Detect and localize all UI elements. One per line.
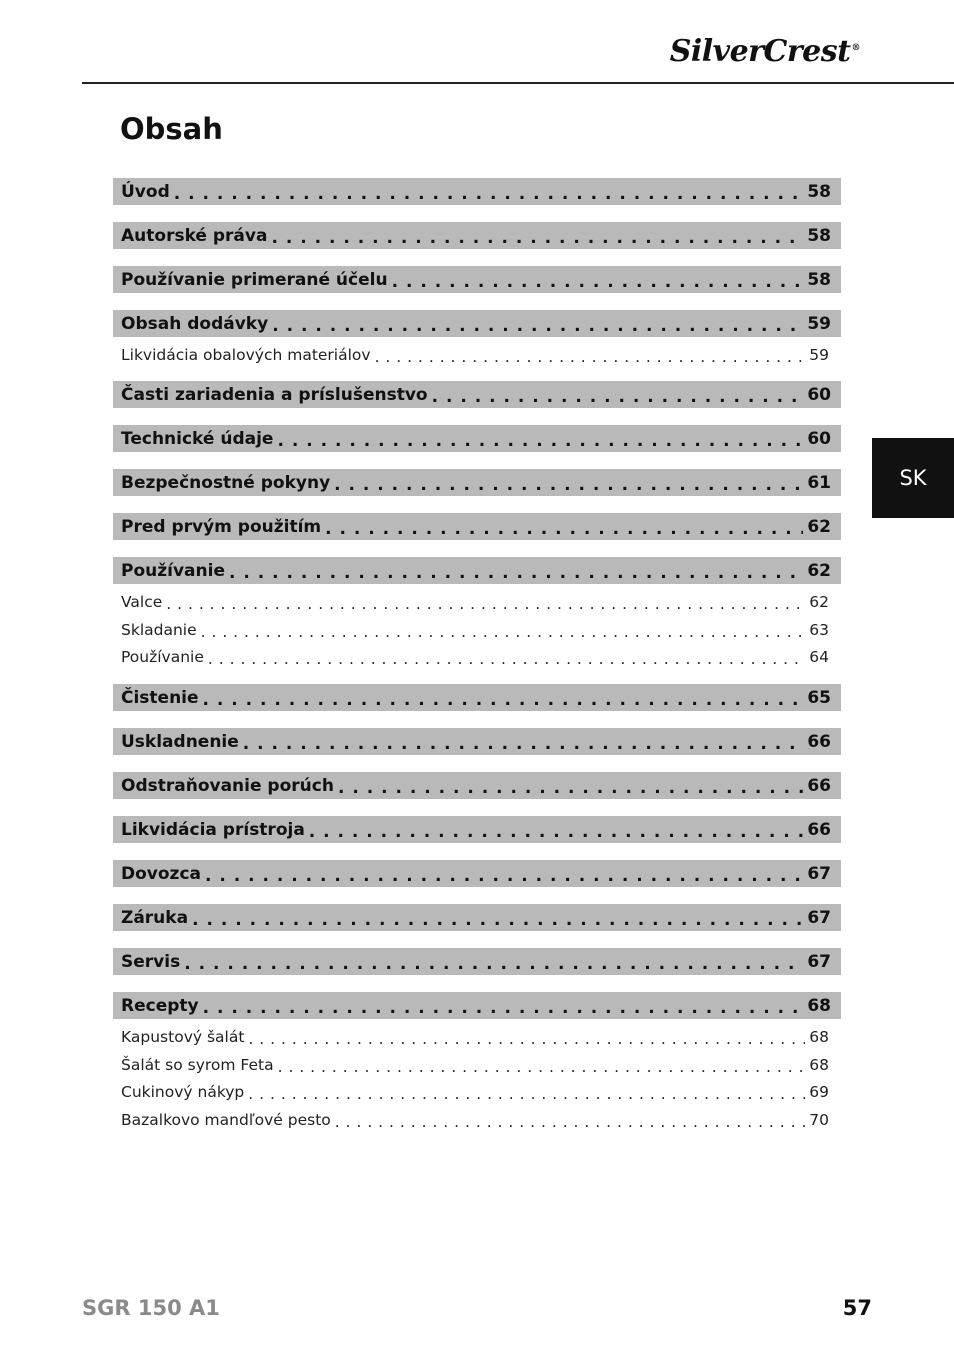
toc-entry-label: Obsah dodávky (121, 313, 269, 334)
toc-subsection-entry[interactable] (113, 1053, 841, 1077)
toc-entry-page: 68 (809, 1028, 829, 1046)
toc-dot-leader (205, 866, 803, 886)
toc-section-entry[interactable] (113, 266, 841, 293)
toc-section-entry[interactable] (113, 557, 841, 584)
toc-entry-page: 59 (809, 346, 829, 364)
toc-entry-label: Používanie (121, 648, 204, 666)
toc-entry-label: Časti zariadenia a príslušenstvo (121, 384, 428, 405)
toc-entry-page: 67 (807, 907, 831, 928)
toc-entry-label: Záruka (121, 907, 189, 928)
toc-entry-label: Valce (121, 593, 163, 611)
toc-section-entry[interactable] (113, 178, 841, 205)
toc-entry-page: 62 (807, 516, 831, 537)
toc-subsection-entry[interactable] (113, 590, 841, 614)
toc-entry-page: 62 (807, 560, 831, 581)
toc-entry-label: Cukinový nákyp (121, 1083, 245, 1101)
toc-dot-leader (432, 387, 804, 407)
toc-entry-page: 68 (807, 995, 831, 1016)
toc-entry-page: 69 (809, 1083, 829, 1101)
toc-entry-page: 63 (809, 621, 829, 639)
footer-page-number: 57 (842, 1296, 872, 1320)
toc-entry-label: Kapustový šalát (121, 1028, 245, 1046)
toc-entry-page: 60 (807, 384, 831, 405)
toc-dot-leader (174, 184, 804, 204)
brand-name: SilverCrest (669, 34, 851, 69)
toc-entry-label: Čistenie (121, 687, 199, 708)
toc-dot-leader (201, 623, 806, 641)
language-tab: SK (872, 438, 954, 518)
toc-entry-page: 65 (807, 687, 831, 708)
toc-section-entry[interactable] (113, 992, 841, 1019)
toc-dot-leader (334, 475, 803, 495)
toc-subsection-entry[interactable] (113, 1025, 841, 1049)
toc-section-entry[interactable] (113, 310, 841, 337)
toc-entry-page: 58 (807, 181, 831, 202)
toc-dot-leader (338, 778, 803, 798)
toc-dot-leader (243, 734, 804, 754)
toc-entry-label: Recepty (121, 995, 199, 1016)
toc-dot-leader (271, 228, 803, 248)
toc-dot-leader (248, 1085, 805, 1103)
page-title: Obsah (120, 112, 223, 146)
toc-subsection-entry[interactable] (113, 343, 841, 367)
toc-entry-page: 58 (807, 225, 831, 246)
toc-entry-label: Likvidácia prístroja (121, 819, 305, 840)
toc-subsection-entry[interactable] (113, 1080, 841, 1104)
registered-mark: ® (851, 43, 860, 53)
toc-section-entry[interactable] (113, 948, 841, 975)
toc-dot-leader (272, 316, 803, 336)
toc-entry-page: 70 (809, 1111, 829, 1129)
toc-entry-page: 66 (807, 775, 831, 796)
toc-entry-label: Likvidácia obalových materiálov (121, 346, 371, 364)
toc-dot-leader (278, 1058, 806, 1076)
toc-dot-leader (277, 431, 803, 451)
toc-entry-page: 68 (809, 1056, 829, 1074)
toc-dot-leader (184, 954, 803, 974)
toc-dot-leader (309, 822, 804, 842)
toc-entry-page: 59 (807, 313, 831, 334)
brand-logo (670, 34, 860, 69)
toc-dot-leader (248, 1030, 805, 1048)
toc-entry-label: Bezpečnostné pokyny (121, 472, 331, 493)
toc-entry-page: 61 (807, 472, 831, 493)
toc-section-entry[interactable] (113, 684, 841, 711)
toc-entry-label: Bazalkovo mandľové pesto (121, 1111, 331, 1129)
toc-section-entry[interactable] (113, 381, 841, 408)
toc-dot-leader (203, 690, 804, 710)
toc-section-entry[interactable] (113, 772, 841, 799)
toc-dot-leader (203, 998, 804, 1018)
toc-dot-leader (375, 348, 806, 366)
footer-model: SGR 150 A1 (82, 1296, 220, 1320)
toc-section-entry[interactable] (113, 728, 841, 755)
toc-entry-label: Šalát so syrom Feta (121, 1056, 274, 1074)
toc-section-entry[interactable] (113, 222, 841, 249)
toc-section-entry[interactable] (113, 904, 841, 931)
toc-entry-page: 64 (809, 648, 829, 666)
toc-dot-leader (192, 910, 803, 930)
toc-entry-page: 58 (807, 269, 831, 290)
toc-entry-label: Používanie primerané účelu (121, 269, 388, 290)
toc-section-entry[interactable] (113, 469, 841, 496)
toc-entry-page: 66 (807, 819, 831, 840)
toc-dot-leader (335, 1113, 806, 1131)
toc-subsection-entry[interactable] (113, 645, 841, 669)
toc-section-entry[interactable] (113, 860, 841, 887)
toc-dot-leader (166, 595, 805, 613)
toc-entry-page: 67 (807, 951, 831, 972)
toc-entry-label: Odstraňovanie porúch (121, 775, 334, 796)
toc-entry-label: Technické údaje (121, 428, 274, 449)
toc-section-entry[interactable] (113, 425, 841, 452)
toc-subsection-entry[interactable] (113, 1108, 841, 1132)
toc-dot-leader (229, 563, 803, 583)
toc-entry-page: 67 (807, 863, 831, 884)
toc-section-entry[interactable] (113, 816, 841, 843)
toc-entry-label: Dovozca (121, 863, 201, 884)
toc-entry-label: Používanie (121, 560, 225, 581)
toc-subsection-entry[interactable] (113, 618, 841, 642)
toc-entry-label: Servis (121, 951, 181, 972)
toc-entry-page: 60 (807, 428, 831, 449)
toc-entry-page: 66 (807, 731, 831, 752)
toc-dot-leader (392, 272, 804, 292)
toc-entry-label: Pred prvým použitím (121, 516, 322, 537)
toc-entry-label: Úvod (121, 181, 170, 202)
toc-section-entry[interactable] (113, 513, 841, 540)
header-rule (82, 82, 954, 84)
toc-dot-leader (325, 519, 803, 539)
toc-entry-label: Uskladnenie (121, 731, 239, 752)
toc-entry-page: 62 (809, 593, 829, 611)
toc-entry-label: Skladanie (121, 621, 197, 639)
toc-entry-label: Autorské práva (121, 225, 268, 246)
toc-dot-leader (208, 650, 805, 668)
